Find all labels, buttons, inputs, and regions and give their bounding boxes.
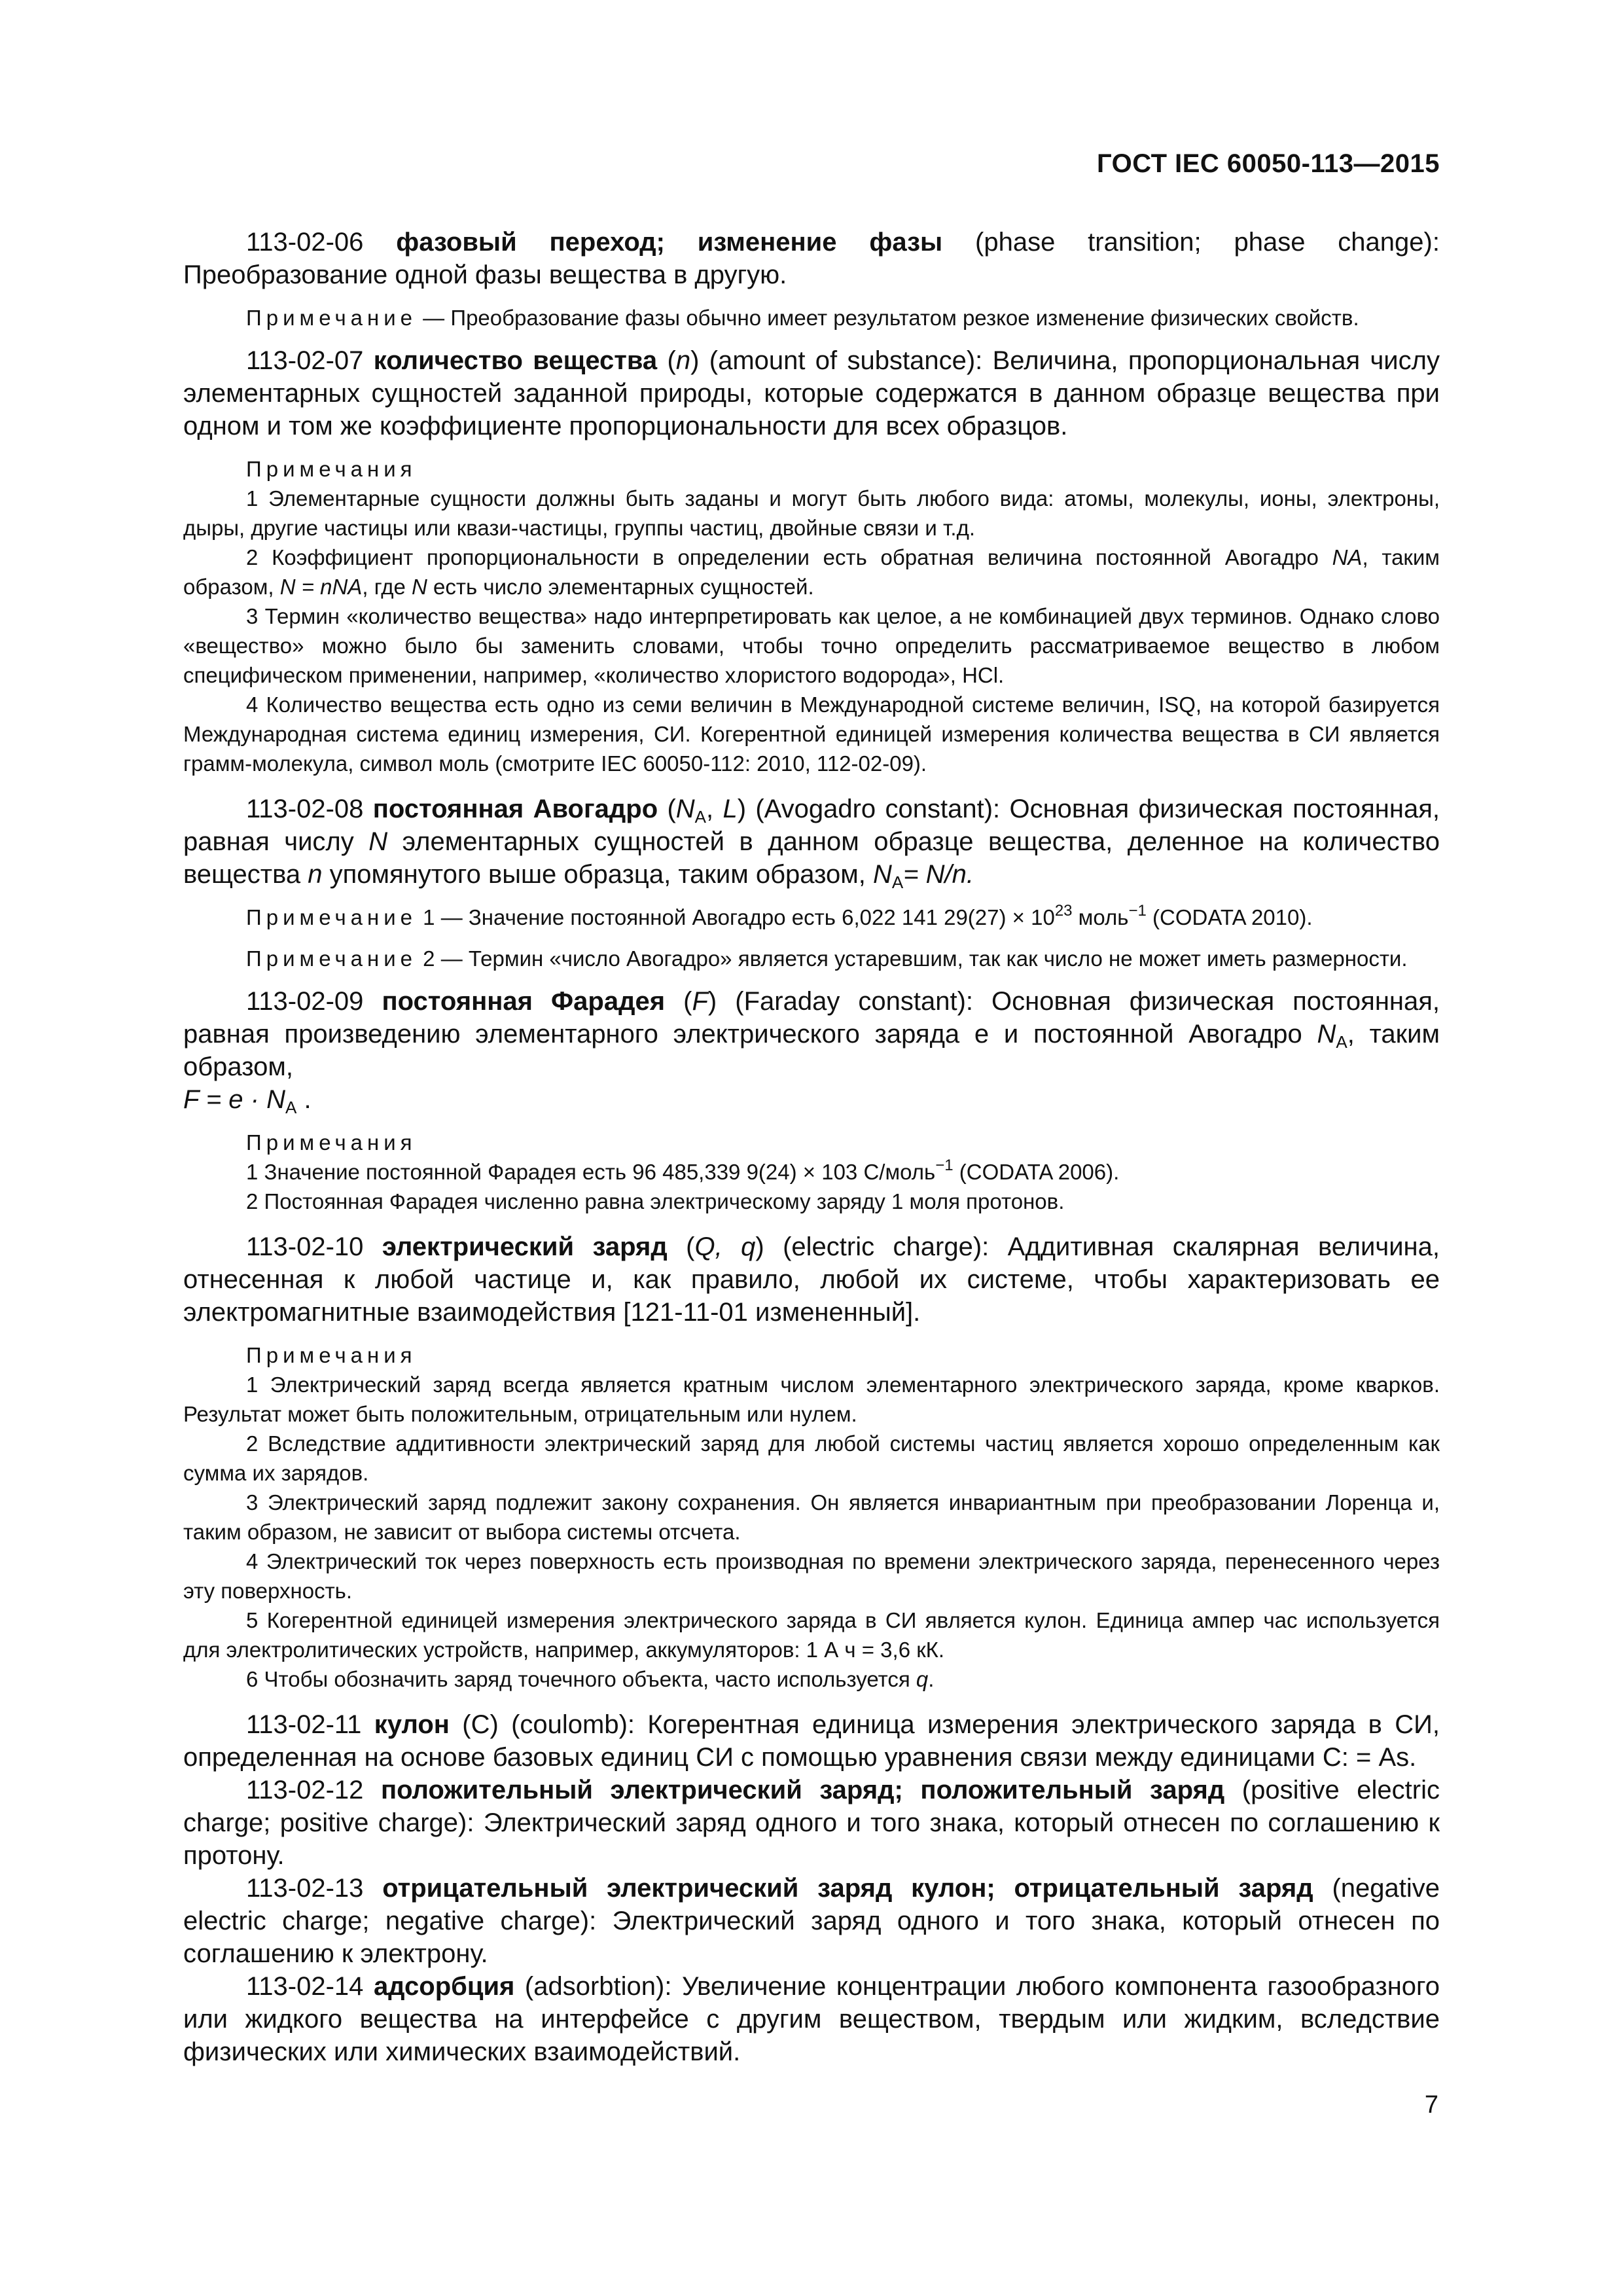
entry-term: фазовый переход; изменение фазы — [396, 228, 943, 257]
entry-113-02-07: 113-02-07 количество вещества (n) (amount of substance): Величина, пропорциональная числу элементарных сущностей заданной природы, которые содержатся в данном образце вещества при одном и том же коэффициенте пропорциональности для всех образцов. — [183, 346, 1440, 440]
entry-term: количество вещества — [373, 346, 658, 375]
note-label: Примечание — [246, 306, 418, 330]
note-item: 1 Электрический заряд всегда является кратным числом элементарного электрического заряда, кроме кварков. Результат может быть положительным, отрицательным или нулем. — [183, 1372, 1440, 1426]
entry-113-02-12 — [183, 1774, 1440, 1872]
entry-term: кулон — [374, 1710, 450, 1739]
page-number: 7 — [1424, 2091, 1438, 2119]
entry-english: (adsorbtion) — [524, 1972, 665, 2001]
entry-symbol: F — [692, 987, 708, 1016]
entry-number: 113-02-14 — [246, 1972, 364, 2001]
notes-block — [183, 1128, 1440, 1216]
entry-term: положительный электрический заряд; положительный заряд — [380, 1776, 1225, 1804]
note-item: 2 Коэффициент пропорциональности в определении есть обратная величина постоянной Авогадро NA, таким образом, N = nNA, где N есть число элементарных сущностей. — [183, 545, 1440, 599]
entry-english: (phase transition; phase change) — [975, 228, 1433, 257]
entry-note: Примечание 2 — Термин «число Авогадро» является устаревшим, так как число не может иметь размерности. — [246, 946, 1408, 971]
entry-113-02-09: 113-02-09 постоянная Фарадея (F) (Faraday constant): Основная физическая постоянная, равная произведению элементарного электрического заряда e и постоянной Авогадро $N_A$, таким образом, $F = e \cdot N_A$ . — [183, 987, 1440, 1117]
note-item: 5 Когерентной единицей измерения электрического заряда в СИ является кулон. Единица ампер час используется для электролитических устройств, например, аккумуляторов: 1 А ч = 3,6 кК. — [183, 1608, 1440, 1662]
notes-block — [183, 1340, 1440, 1694]
note-item: 4 Количество вещества есть одно из семи величин в Международной системе величин, ISQ, на которой базируется Международная система единиц измерения, СИ. Когерентной единицей измерения количества вещества в СИ является грамм-молекула, символ моль (смотрите IEC 60050-112: 2010, 112-02-09). — [183, 692, 1440, 776]
entry-113-02-11 — [183, 1708, 1440, 1774]
note-item: 1 Элементарные сущности должны быть заданы и могут быть любого вида: атомы, молекулы, ионы, электроны, дыры, другие частицы или квази-частицы, группы частиц, двойные связи и т.д. — [183, 486, 1440, 540]
entry-english: (positive electric charge; positive charge) — [183, 1776, 1440, 1837]
note-item: 3 Электрический заряд подлежит закону сохранения. Он является инвариантным при преобразовании Лоренца и, таким образом, не зависит от выбора системы отсчета. — [183, 1490, 1440, 1544]
entry-definition: : Электрический заряд одного и того знака, который отнесен по соглашению к электрону. — [183, 1907, 1440, 1968]
entry-term: постоянная Фарадея — [382, 987, 666, 1016]
entry-note: Примечание 1 — Значение постоянной Авогадро есть 6,022 141 $29(27) \times 10^{23}$ моль$^{-1}$ (CODATA 2010). — [246, 902, 1313, 929]
entry-definition: : Увеличение концентрации любого компонента газообразного или жидкого вещества на интерфейсе с другим веществом, твердым или жидким, вследствие физических или химических взаимодействий. — [183, 1972, 1440, 2066]
notes-block — [183, 454, 1440, 778]
entry-term: адсорбция — [373, 1972, 515, 2001]
note-text: — Преобразование фазы обычно имеет результатом резкое изменение физических свойств. — [417, 306, 1359, 330]
entry-symbol: n — [675, 346, 691, 375]
entry-113-02-13 — [183, 1872, 1440, 1970]
entry-definition: : Когерентная единица измерения электрического заряда в СИ, определенная на основе базовых единиц СИ с помощью уравнения связи между единицами С: = As. — [183, 1710, 1440, 1772]
entry-number: 113-02-12 — [246, 1776, 364, 1804]
entry-term: отрицательный электрический заряд кулон; отрицательный заряд — [382, 1874, 1313, 1903]
note-item: 6 Чтобы обозначить заряд точечного объекта, часто используется q. — [246, 1667, 935, 1691]
entry-number: 113-02-11 — [246, 1710, 362, 1739]
entry-english: (Faraday constant) — [735, 987, 966, 1016]
entry-number: 113-02-06 — [246, 228, 364, 257]
entry-number: 113-02-13 — [246, 1874, 364, 1903]
entry-number: 113-02-10 — [246, 1232, 364, 1261]
entry-definition: : Величина, пропорциональная числу элементарных сущностей заданной природы, которые содержатся в данном образце вещества при одном и том же коэффициенте пропорциональности для всех образцов. — [183, 346, 1440, 440]
entry-number: 113-02-08 — [246, 795, 364, 823]
entry-english: (electric charge) — [783, 1232, 982, 1261]
entry-note — [183, 303, 1440, 332]
document-code-header: ГОСТ IEC 60050-113—2015 — [1096, 149, 1440, 178]
notes-heading: Примечания — [246, 457, 417, 481]
entry-113-02-14 — [183, 1970, 1440, 2068]
entry-english: (coulomb) — [511, 1710, 628, 1739]
entry-113-02-10: 113-02-10 электрический заряд (Q, q) (electric charge): Аддитивная скалярная величина, отнесенная к любой частице и, как правило, любой их системе, чтобы характеризовать ее электромагнитные взаимодействия [121-11-01 измененный]. — [183, 1232, 1440, 1327]
note-label: Примечание — [246, 946, 418, 971]
entry-definition: : Преобразование одной фазы вещества в другую. — [183, 228, 1440, 289]
notes-heading: Примечания — [246, 1130, 417, 1155]
note-item: 2 Вследствие аддитивности электрический заряд для любой системы частиц является хорошо определенным как сумма их зарядов. — [183, 1431, 1440, 1485]
entry-number: 113-02-09 — [246, 987, 364, 1016]
entry-english: (negative electric charge; negative charge) — [183, 1874, 1440, 1935]
entry-113-02-08: 113-02-08 постоянная Авогадро ($N_A$, L) (Avogadro constant): Основная физическая постоянная, равная числу N элементарных сущностей в данном образце вещества, деленное на количество вещества n упомянутого выше образца, таким образом, $N_A= N/n$. — [183, 795, 1440, 892]
note-item: 4 Электрический ток через поверхность есть производная по времени электрического заряда, перенесенного через эту поверхность. — [183, 1549, 1440, 1603]
note-item: 1 Значение постоянной Фарадея есть 96 485,339 9(24) × 103 С/моль$^{-1}$ (CODATA 2006). — [246, 1157, 1120, 1184]
entry-definition: : Электрический заряд одного и того знака, который отнесен по соглашению к протону. — [183, 1808, 1440, 1870]
entry-113-02-06 — [183, 226, 1440, 291]
entry-definition: : Аддитивная скалярная величина, отнесенная к любой частице и, как правило, любой их системе, чтобы характеризовать ее электромагнитные взаимодействия [121-11-01 измененный]. — [183, 1232, 1440, 1327]
note-item: 3 Термин «количество вещества» надо интерпретировать как целое, а не комбинацией двух терминов. Однако слово «вещество» можно было бы заменить словами, чтобы точно определить рассматриваемое вещество в любом специфическом применении, например, «количество хлористого водорода», HCl. — [183, 604, 1440, 687]
entry-term: постоянная Авогадро — [372, 795, 658, 823]
entry-english: (amount of substance) — [709, 346, 976, 375]
note-item: 2 Постоянная Фарадея численно равна электрическому заряду 1 моля протонов. — [246, 1189, 1065, 1213]
entry-number: 113-02-07 — [246, 346, 364, 375]
document-body — [183, 226, 1440, 2068]
entry-term: электрический заряд — [382, 1232, 668, 1261]
note-label: Примечание — [246, 905, 418, 929]
entry-symbol: N — [675, 795, 695, 823]
entry-symbol: Q, q — [694, 1232, 756, 1261]
entry-english: (Avogadro constant) — [755, 795, 993, 823]
entry-symbol: (С) — [462, 1710, 499, 1739]
notes-heading: Примечания — [246, 1343, 417, 1367]
